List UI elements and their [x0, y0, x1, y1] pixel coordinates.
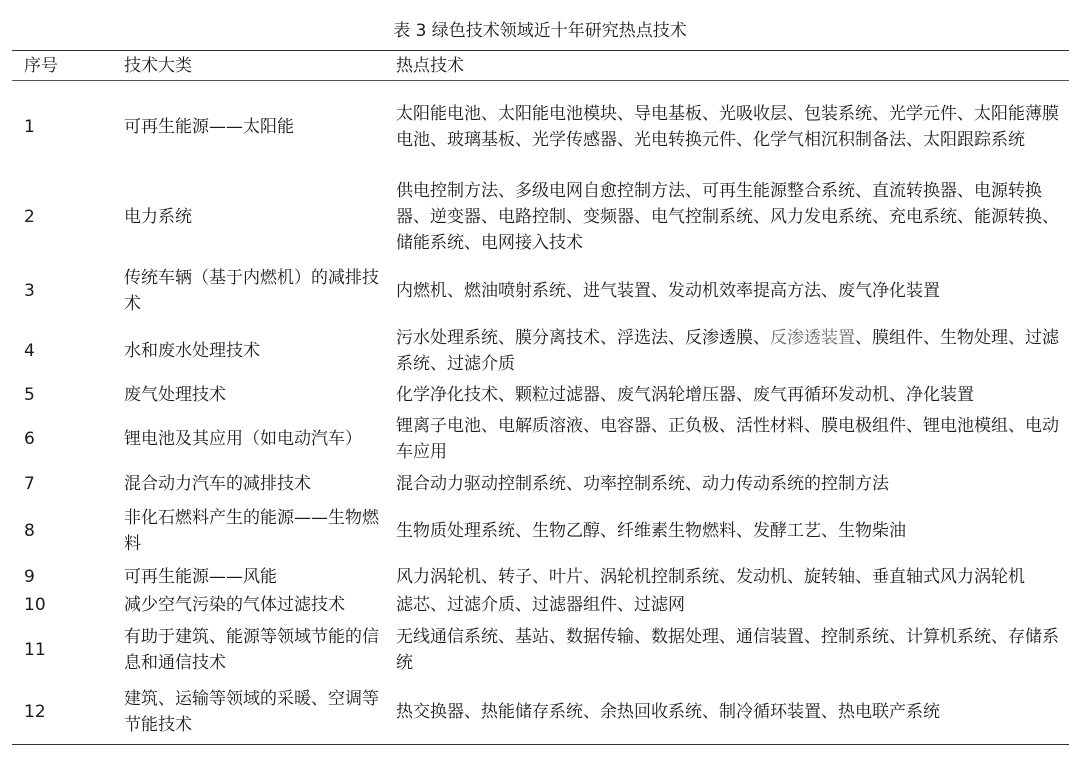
row-tech: 化学净化技术、颗粒过滤器、废气涡轮增压器、废气再循环发动机、净化装置 [396, 384, 974, 405]
table-row [12, 381, 1069, 409]
hot-technology-table [12, 50, 1069, 745]
row-no: 7 [24, 473, 35, 494]
row-category: 可再生能源——太阳能 [124, 116, 294, 137]
row-category: 非化石燃料产生的能源——生物燃料 [124, 507, 379, 554]
row-no: 8 [24, 520, 35, 541]
row-category: 有助于建筑、能源等领域节能的信息和通信技术 [124, 626, 379, 673]
table-row [12, 563, 1069, 591]
row-category: 传统车辆（基于内燃机）的减排技术 [124, 267, 379, 314]
table-row [12, 261, 1069, 321]
header-tech: 热点技术 [384, 51, 1069, 81]
header-no: 序号 [12, 51, 112, 81]
row-category: 可再生能源——风能 [124, 566, 277, 587]
row-tech [384, 321, 1069, 381]
table-row [12, 619, 1069, 681]
row-tech: 内燃机、燃油喷射系统、进气装置、发动机效率提高方法、废气净化装置 [396, 280, 940, 301]
row-tech: 供电控制方法、多级电网自愈控制方法、可再生能源整合系统、直流转换器、电源转换器、逆变器、电路控制、变频器、电气控制系统、风力发电系统、充电系统、能源转换、储能系统、电网接入技术 [396, 180, 1059, 253]
row-no: 12 [12, 681, 112, 745]
row-no: 4 [24, 340, 35, 361]
row-tech-highlight: 反渗透装置 [770, 327, 855, 348]
row-tech: 太阳能电池、太阳能电池模块、导电基板、光吸收层、包装系统、光学元件、太阳能薄膜电池、玻璃基板、光学传感器、光电转换元件、化学气相沉积制备法、太阳跟踪系统 [396, 103, 1059, 150]
row-tech: 锂离子电池、电解质溶液、电容器、正负极、活性材料、膜电极组件、锂电池模组、电动车应用 [396, 415, 1059, 462]
table-row [12, 469, 1069, 499]
row-tech: 生物质处理系统、生物乙醇、纤维素生物燃料、发酵工艺、生物柴油 [396, 520, 906, 541]
row-category: 混合动力汽车的减排技术 [124, 473, 311, 494]
table-row [12, 681, 1069, 745]
row-category: 锂电池及其应用（如电动汽车） [124, 428, 362, 449]
row-category: 废气处理技术 [124, 384, 226, 405]
table-row [12, 81, 1069, 173]
row-tech: 无线通信系统、基站、数据传输、数据处理、通信装置、控制系统、计算机系统、存储系统 [396, 626, 1059, 673]
table-row [12, 499, 1069, 563]
row-tech: 混合动力驱动控制系统、功率控制系统、动力传动系统的控制方法 [396, 473, 889, 494]
row-no: 2 [24, 206, 35, 227]
table-header-row [12, 51, 1069, 81]
row-tech: 热交换器、热能储存系统、余热回收系统、制冷循环装置、热电联产系统 [384, 681, 1069, 745]
row-category: 减少空气污染的气体过滤技术 [124, 594, 345, 615]
row-no: 3 [24, 280, 35, 301]
row-tech: 滤芯、过滤介质、过滤器组件、过滤网 [396, 594, 685, 615]
row-no: 10 [24, 594, 46, 615]
row-no: 9 [24, 566, 35, 587]
table-row [12, 409, 1069, 469]
row-tech-text: 污水处理系统、膜分离技术、浮选法、反渗透膜、 [396, 327, 770, 348]
table-row [12, 173, 1069, 261]
row-no: 6 [24, 428, 35, 449]
row-no: 11 [24, 639, 46, 660]
row-category: 水和废水处理技术 [124, 340, 260, 361]
row-no: 5 [24, 384, 35, 405]
row-category: 建筑、运输等领域的采暖、空调等节能技术 [112, 681, 384, 745]
row-category: 电力系统 [124, 206, 192, 227]
row-no: 1 [24, 116, 35, 137]
row-tech: 风力涡轮机、转子、叶片、涡轮机控制系统、发动机、旋转轴、垂直轴式风力涡轮机 [396, 566, 1025, 587]
table-row [12, 321, 1069, 381]
row-tech-text: 、膜组件、生物处理、过滤系统、过滤介质 [396, 327, 1059, 374]
header-category: 技术大类 [112, 51, 384, 81]
table-caption: 表 3 绿色技术领域近十年研究热点技术 [393, 21, 687, 41]
table-row [12, 591, 1069, 619]
